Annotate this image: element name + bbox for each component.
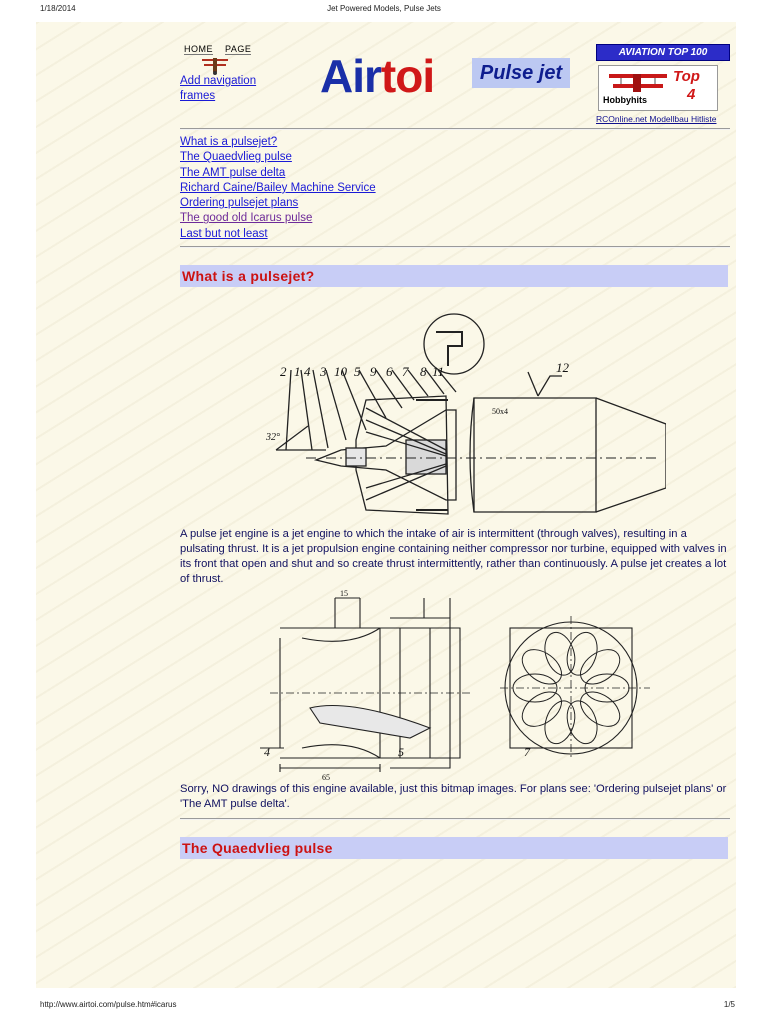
- nav-item-icarus[interactable]: The good old Icarus pulse: [180, 212, 313, 225]
- valve-petal: [540, 629, 580, 679]
- drawing1-label: 8: [420, 364, 427, 379]
- drawing1-label: 5: [354, 364, 361, 379]
- print-page-number: 1/5: [723, 1000, 735, 1009]
- print-footer: [0, 1000, 768, 1012]
- drawing1-label: 10: [334, 364, 347, 379]
- drawing1-label: 4: [304, 364, 311, 379]
- page-label: PAGE: [225, 44, 252, 54]
- home-page-button[interactable]: [184, 44, 262, 78]
- nav-item-richard-caine[interactable]: Richard Caine/Bailey Machine Service: [180, 181, 376, 194]
- valve-petal: [562, 629, 602, 679]
- add-navigation-frames-link[interactable]: [180, 74, 290, 104]
- nav-item-last-but-not-least[interactable]: Last but not least: [180, 227, 268, 240]
- logo-text: [320, 50, 434, 102]
- drawing2-label: 15: [340, 589, 348, 598]
- drawing1-label: 1: [294, 364, 301, 379]
- valve-petal: [562, 697, 602, 747]
- divider: [180, 246, 730, 248]
- drawing1-label: 7: [402, 364, 409, 379]
- logo-air: Air: [320, 50, 381, 102]
- nav-item-what-is-pulsejet[interactable]: What is a pulsejet?: [180, 136, 278, 148]
- top-rank: 4: [687, 86, 696, 103]
- divider: [180, 818, 730, 820]
- home-label: HOME: [184, 44, 213, 54]
- print-url: http://www.airtoi.com/pulse.htm#icarus: [40, 1000, 177, 1009]
- logo-toi: toi: [380, 50, 435, 102]
- nav-item-amt-pulse-delta[interactable]: The AMT pulse delta: [180, 166, 286, 179]
- top100-bar[interactable]: AVIATION TOP 100: [596, 44, 730, 61]
- top100-rank-box[interactable]: [598, 65, 718, 111]
- valve-petal: [540, 697, 580, 747]
- pulsejet-description: A pulse jet engine is a jet engine to which the intake of air is intermittent (through valves), resulting in a pulsating thrust. It is a jet propulsion engine containing neither compressor nor turbine, equipped with valves in its front that open and shut and so create thrust intermittently, rather than continuously. A pulse jet creates a lot of thrust.: [180, 528, 727, 585]
- nav-item-quaedvlieg[interactable]: The Quaedvlieg pulse: [180, 151, 292, 164]
- drawing1-label: 9: [370, 364, 377, 379]
- section-title-quaedvlieg: The Quaedvlieg pulse: [180, 837, 728, 859]
- print-header: [0, 4, 768, 16]
- drawing2-label: 7: [524, 745, 530, 759]
- logo-subtitle: Pulse jet: [472, 58, 570, 88]
- plans-note: Sorry, NO drawings of this engine available, just this bitmap images. For plans see: 'Ordering pulsejet plans' or 'The AMT pulse delta'.: [180, 783, 727, 810]
- drawing1-label: 12: [556, 360, 569, 375]
- drawing2-label: 65: [322, 773, 330, 782]
- top-label: Top: [673, 68, 700, 85]
- drawing1-label: 6: [386, 364, 393, 379]
- drawing1-angle: 32°: [266, 432, 280, 443]
- nav-item-ordering-plans[interactable]: Ordering pulsejet plans: [180, 197, 299, 210]
- print-title: Jet Powered Models, Pulse Jets: [327, 4, 441, 13]
- drawing1-dim: 50x4: [492, 407, 508, 416]
- drawing2-label: 4: [264, 745, 270, 759]
- valve-petal: [516, 685, 568, 734]
- valve-petal: [574, 643, 626, 692]
- drawing1-label: 11: [432, 364, 445, 379]
- print-date: 1/18/2014: [40, 4, 76, 13]
- rconline-link[interactable]: RCOnline.net Modellbau Hitliste: [596, 114, 717, 124]
- section-title-what-is-pulsejet: What is a pulsejet?: [180, 265, 728, 287]
- drawing1-label: 2: [280, 364, 287, 379]
- pulsejet-cross-section-drawing: [216, 300, 666, 528]
- airtoi-logo: [320, 50, 580, 102]
- valve-petal: [574, 685, 626, 734]
- add-navigation-frames-text[interactable]: Add navigation frames: [180, 75, 257, 102]
- valve-petal: [516, 643, 568, 692]
- section-nav: [180, 135, 376, 242]
- red-biplane-icon: [603, 68, 673, 96]
- page-body: [36, 22, 736, 988]
- drawing1-label: 3: [320, 364, 327, 379]
- hobbyhits-label: Hobbyhits: [603, 95, 647, 105]
- divider: [180, 128, 730, 130]
- drawing2-label: 5: [398, 745, 404, 759]
- engine-technical-drawings: [240, 588, 718, 784]
